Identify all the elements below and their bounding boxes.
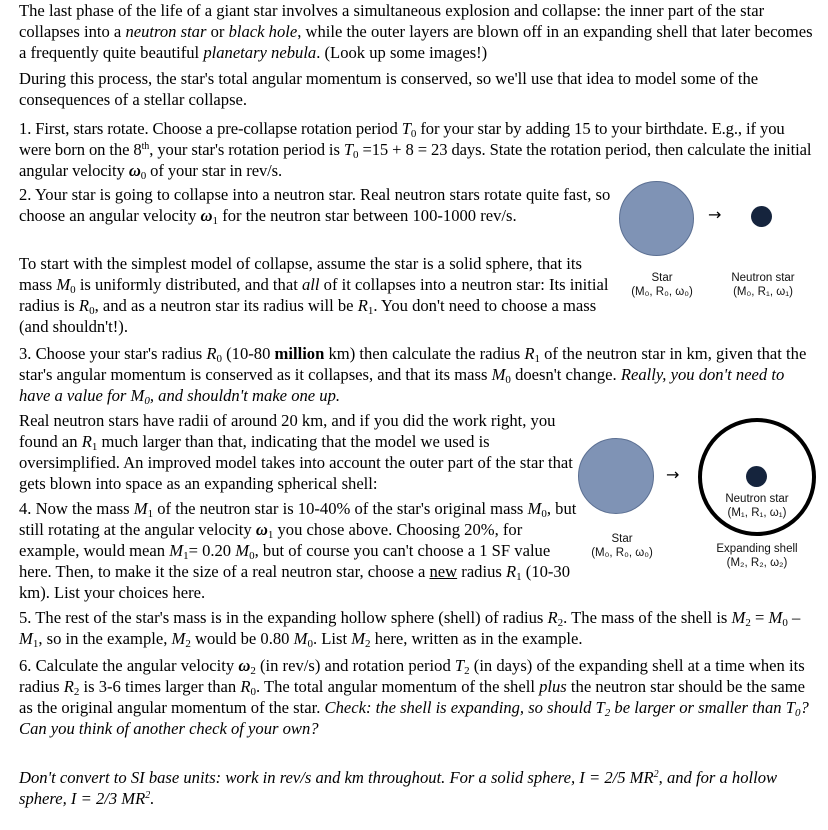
neutron-star-label: Neutron star (M₁, R₁, ω₁): [725, 493, 789, 519]
conservation-paragraph: During this process, the star's total angular momentum is conserved, so we'll use that idea to model some of the consequences of a stellar collapse.: [19, 69, 759, 109]
question-6: 6. Calculate the angular velocity $\omega_2$ (in rev/s) and rotation period $T_2$ (in days) of the expanding shell at a time when its radius $R_2$ is 3-6 times larger than $R_0$. The total angular momentum of the shell plus the neutron star should be the same as the original angular momentum of the star. Check: the shell is expanding, so should $T_2$ be larger or smaller than $T_0$? Can you think of another check of your own?: [19, 656, 809, 738]
question-1: 1. First, stars rotate. Choose a pre-collapse rotation period $T_0$ for your star by adding 15 to your birthdate. E.g., if you were born on the 8th, your star's rotation period is $T_0 =15 + 8 = 23$ days. State the rotation period, then calculate the initial angular velocity $\omega_0$ of your star in rev/s.: [19, 119, 812, 182]
improved-model-paragraph: Real neutron stars have radii of around 20 km, and if you did the work right, you found an $R_1$ much larger than that, indicating that the model we used is oversimplified. An improved model takes into account the outer part of the star that gets blown into space as an expanding spherical shell:: [19, 411, 573, 493]
star-circle: [578, 438, 654, 514]
question-4: 4. Now the mass $M_1$ of the neutron star is 10-40% of the star's original mass $M_0$, but still rotating at the angular velocity $\omega_1$ you chose above. Choosing 20%, for example, would mean $M_1= 0.20$ $M_0$, but of course you can't choose a 1 SF value here. Then, to make it the size of a real neutron star, choose a new radius $R_1$ (10-30 km). List your choices here.: [19, 499, 577, 602]
star-circle: [619, 181, 694, 256]
star-label: Star (M₀, R₀, ω₀): [631, 272, 693, 298]
star-label: Star (M₀, R₀, ω₀): [591, 533, 653, 559]
neutron-star-label: Neutron star (M₀, R₁, ω₁): [731, 272, 795, 298]
neutron-star-circle: [746, 466, 767, 487]
question-2: 2. Your star is going to collapse into a neutron star. Real neutron stars rotate quite fast, so choose an angular velocity $\omega_1$ for the neutron star between 100-1000 rev/s.: [19, 185, 611, 227]
units-note: Don't convert to SI base units: work in rev/s and km throughout. For a solid sphere, I = 2/5 $MR^2$, and for a hollow sphere, I = 2/3 $MR^2$.: [19, 768, 778, 808]
intro-paragraph: The last phase of the life of a giant star involves a simultaneous explosion and collapse: the inner part of the star collapses into a neutron star or black hole, while the outer layers are blown off in an expanding shell that later becomes a frequently quite beautiful planetary nebula. (Look up some images!): [19, 1, 813, 62]
arrow-icon: →: [666, 465, 680, 484]
question-3: 3. Choose your star's radius $R_0$ (10-80 million km) then calculate the radius $R_1$ of the neutron star in km, given that the star's angular momentum is conserved as it collapses, and that its mass $M_0$ doesn't change. Really, you don't need to have a value for $M_0$, and shouldn't make one up.: [19, 344, 807, 407]
arrow-icon: →: [708, 205, 722, 224]
expanding-shell-label: Expanding shell (M₂, R₂, ω₂): [716, 543, 798, 569]
neutron-star-circle: [751, 206, 772, 227]
question-5: 5. The rest of the star's mass is in the expanding hollow sphere (shell) of radius $R_2$. The mass of the shell is $M_2 = M_0 - M_1$, so in the example, $M_2$ would be 0.80 $M_0$. List $M_2$ here, written as in the example.: [19, 608, 801, 650]
simple-model-paragraph: To start with the simplest model of collapse, assume the star is a solid sphere, that its mass $M_0$ is uniformly distributed, and that all of it collapses into a neutron star: Its initial radius is $R_0$, and as a neutron star its radius will be $R_1$. You don't need to choose a mass (and shouldn't!).: [19, 254, 609, 336]
